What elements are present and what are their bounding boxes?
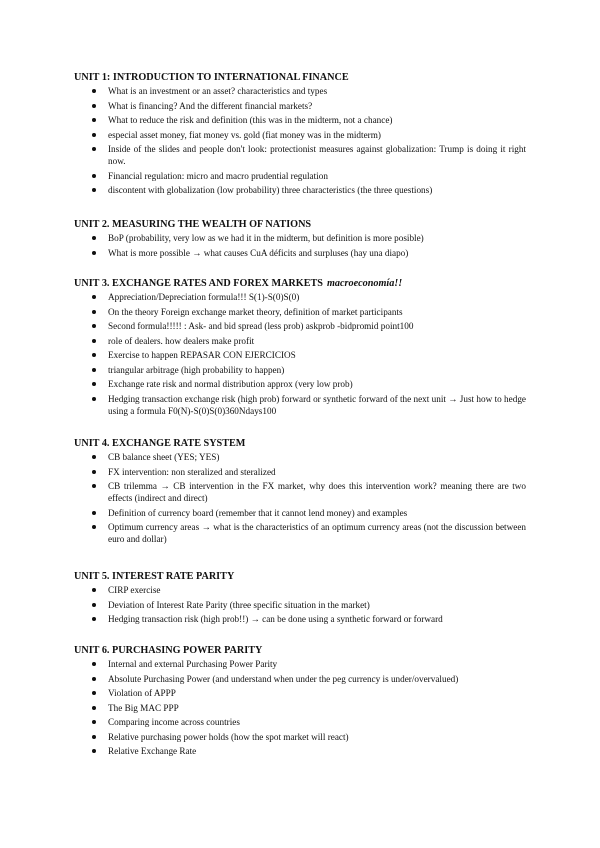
list-item: Optimum currency areas → what is the characteristics of an optimum currency areas (not the discussion between euro and dollar) bbox=[74, 521, 526, 545]
bullet-icon bbox=[92, 89, 96, 93]
bullet-icon bbox=[92, 147, 96, 151]
list-item: Absolute Purchasing Power (and understand when under the peg currency is under/overvalued) bbox=[74, 673, 526, 685]
list-item: What to reduce the risk and definition (this was in the midterm, not a chance) bbox=[74, 114, 526, 126]
section-title: UNIT 4. EXCHANGE RATE SYSTEM bbox=[74, 438, 246, 449]
bullet-icon bbox=[92, 691, 96, 695]
unit-3-section bbox=[74, 277, 526, 419]
bullet-icon bbox=[92, 706, 96, 710]
bullet-icon bbox=[92, 324, 96, 328]
bullet-icon bbox=[92, 174, 96, 178]
list-item: Comparing income across countries bbox=[74, 716, 526, 728]
list-item: Hedging transaction risk (high prob!!) → can be done using a synthetic forward or forward bbox=[74, 613, 526, 625]
list-item: Violation of APPP bbox=[74, 687, 526, 699]
bullet-icon bbox=[92, 104, 96, 108]
unit-4-section bbox=[74, 437, 526, 548]
section-title: UNIT 5. INTEREST RATE PARITY bbox=[74, 571, 235, 582]
list-item: Internal and external Purchasing Power Parity bbox=[74, 658, 526, 670]
bullet-icon bbox=[92, 484, 96, 488]
bullet-icon bbox=[92, 617, 96, 621]
list-item: BoP (probability, very low as we had it in the midterm, but definition is more posible) bbox=[74, 232, 526, 244]
bullet-icon bbox=[92, 662, 96, 666]
bullet-icon bbox=[92, 310, 96, 314]
bullet-icon bbox=[92, 353, 96, 357]
list-item: CB trilemma → CB intervention in the FX market, why does this intervention work? meaning there are two effects (indirect and direct) bbox=[74, 480, 526, 504]
bullet-list bbox=[74, 232, 526, 259]
bullet-icon bbox=[92, 455, 96, 459]
list-item: role of dealers. how dealers make profit bbox=[74, 335, 526, 347]
list-item: Exercise to happen REPASAR CON EJERCICIOS bbox=[74, 349, 526, 361]
list-item: CIRP exercise bbox=[74, 584, 526, 596]
list-item: Exchange rate risk and normal distribution approx (very low prob) bbox=[74, 378, 526, 390]
list-item: Inside of the slides and people don't look: protectionist measures against globalization: Trump is doing it right now. bbox=[74, 143, 526, 167]
bullet-icon bbox=[92, 188, 96, 192]
unit-1-section bbox=[74, 71, 526, 199]
bullet-icon bbox=[92, 339, 96, 343]
section-heading bbox=[74, 570, 526, 583]
section-title: UNIT 1: INTRODUCTION TO INTERNATIONAL FINANCE bbox=[74, 72, 349, 83]
bullet-list bbox=[74, 658, 526, 757]
bullet-icon bbox=[92, 295, 96, 299]
bullet-list bbox=[74, 451, 526, 545]
bullet-icon bbox=[92, 236, 96, 240]
unit-6-section bbox=[74, 644, 526, 760]
section-title: UNIT 2. MEASURING THE WEALTH OF NATIONS bbox=[74, 219, 312, 230]
list-item: discontent with globalization (low probability) three characteristics (the three questions) bbox=[74, 184, 526, 196]
bullet-icon bbox=[92, 511, 96, 515]
list-item: Relative purchasing power holds (how the spot market will react) bbox=[74, 731, 526, 743]
bullet-icon bbox=[92, 525, 96, 529]
bullet-icon bbox=[92, 720, 96, 724]
unit-2-section bbox=[74, 218, 526, 261]
list-item: What is financing? And the different financial markets? bbox=[74, 100, 526, 112]
section-heading bbox=[74, 218, 526, 231]
unit-5-section bbox=[74, 570, 526, 628]
bullet-list bbox=[74, 584, 526, 625]
bullet-icon bbox=[92, 677, 96, 681]
bullet-icon bbox=[92, 368, 96, 372]
section-heading bbox=[74, 277, 526, 290]
bullet-icon bbox=[92, 397, 96, 401]
list-item: What is more possible → what causes CuA déficits and surpluses (hay una diapo) bbox=[74, 247, 526, 259]
bullet-icon bbox=[92, 749, 96, 753]
list-item: Hedging transaction exchange risk (high prob) forward or synthetic forward of the next unit → Just how to hedge using a formula F0(N)-S(0)S(0)360Ndays100 bbox=[74, 393, 526, 417]
list-item: Financial regulation: micro and macro prudential regulation bbox=[74, 170, 526, 182]
list-item: triangular arbitrage (high probability to happen) bbox=[74, 364, 526, 376]
section-heading bbox=[74, 71, 526, 84]
list-item: CB balance sheet (YES; YES) bbox=[74, 451, 526, 463]
bullet-icon bbox=[92, 118, 96, 122]
list-item: Relative Exchange Rate bbox=[74, 745, 526, 757]
bullet-icon bbox=[92, 588, 96, 592]
list-item: Second formula!!!!! : Ask- and bid spread (less prob) askprob -bidpromid point100 bbox=[74, 320, 526, 332]
bullet-icon bbox=[92, 470, 96, 474]
bullet-icon bbox=[92, 133, 96, 137]
list-item: What is an investment or an asset? characteristics and types bbox=[74, 85, 526, 97]
section-title: UNIT 3. EXCHANGE RATES AND FOREX MARKETS bbox=[74, 278, 323, 289]
bullet-icon bbox=[92, 735, 96, 739]
section-heading bbox=[74, 644, 526, 657]
bullet-list bbox=[74, 85, 526, 196]
bullet-icon bbox=[92, 251, 96, 255]
section-note: macroeconomía!! bbox=[326, 278, 403, 289]
bullet-icon bbox=[92, 603, 96, 607]
list-item: On the theory Foreign exchange market theory, definition of market participants bbox=[74, 306, 526, 318]
section-heading bbox=[74, 437, 526, 450]
list-item: FX intervention: non steralized and steralized bbox=[74, 466, 526, 478]
list-item: especial asset money, fiat money vs. gold (fiat money was in the midterm) bbox=[74, 129, 526, 141]
list-item: The Big MAC PPP bbox=[74, 702, 526, 714]
list-item: Definition of currency board (remember that it cannot lend money) and examples bbox=[74, 507, 526, 519]
list-item: Appreciation/Depreciation formula!!! S(1)-S(0)S(0) bbox=[74, 291, 526, 303]
section-title: UNIT 6. PURCHASING POWER PARITY bbox=[74, 645, 263, 656]
list-item: Deviation of Interest Rate Parity (three specific situation in the market) bbox=[74, 599, 526, 611]
bullet-list bbox=[74, 291, 526, 417]
bullet-icon bbox=[92, 382, 96, 386]
